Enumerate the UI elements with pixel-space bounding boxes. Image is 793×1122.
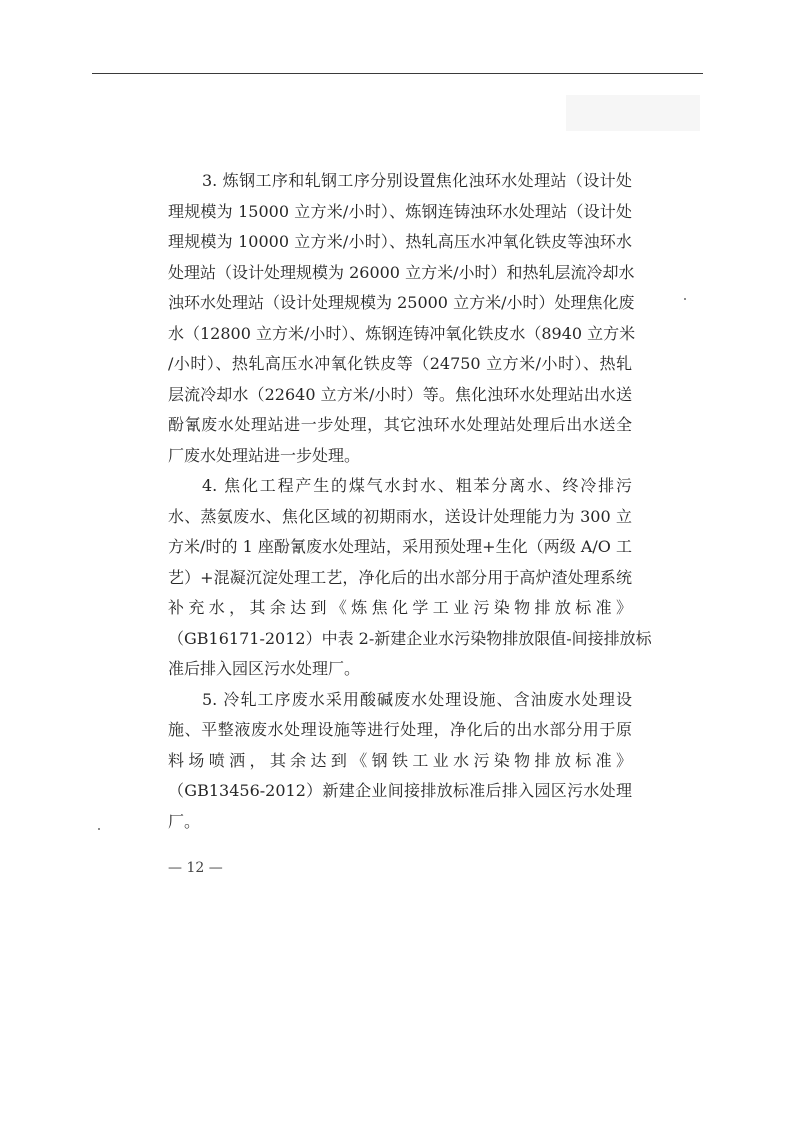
text-line: 层流冷却水（22640 立方米/小时）等。焦化浊环水处理站出水送 bbox=[168, 384, 632, 404]
text-line: 水、蒸氨废水、焦化区域的初期雨水，送设计处理能力为 300 立 bbox=[168, 506, 632, 526]
text-line: 酚氰废水处理站进一步处理，其它浊环水处理站处理后出水送全 bbox=[168, 415, 632, 434]
text-line: 施、平整液废水处理设施等进行处理，净化后的出水部分用于原 bbox=[168, 720, 632, 739]
text-line: 料场喷洒，其余达到《钢铁工业水污染物排放标准》 bbox=[168, 750, 632, 770]
text-line: 理规模为 10000 立方米/小时）、热轧高压水冲氧化铁皮等浊环水 bbox=[168, 232, 632, 251]
text-line: 4. 焦化工程产生的煤气水封水、粗苯分离水、终冷排污 bbox=[202, 476, 632, 495]
text-line: 理规模为 15000 立方米/小时）、炼钢连铸浊环水处理站（设计处 bbox=[168, 201, 632, 221]
text-line: 处理站（设计处理规模为 26000 立方米/小时）和热轧层流冷却水 bbox=[168, 262, 635, 282]
text-line: /小时）、热轧高压水冲氧化铁皮等（24750 立方米/小时）、热轧 bbox=[168, 354, 632, 373]
text-line: （GB16171-2012）中表 2-新建企业水污染物排放限值-间接排放标 bbox=[168, 628, 652, 648]
text-line: 准后排入园区污水处理厂。 bbox=[168, 659, 361, 678]
body-text bbox=[168, 166, 652, 837]
page-number: — 12 — bbox=[168, 860, 223, 876]
text-line: 水（12800 立方米/小时）、炼钢连铸冲氧化铁皮水（8940 立方米 bbox=[168, 323, 636, 343]
scan-speck bbox=[98, 828, 100, 830]
text-line: 浊环水处理站（设计处理规模为 25000 立方米/小时）处理焦化废 bbox=[168, 293, 635, 312]
text-line: （GB13456-2012）新建企业间接排放标准后排入园区污水处理 bbox=[168, 781, 632, 800]
paragraph-item-3 bbox=[168, 166, 636, 471]
text-line: 3. 炼钢工序和轧钢工序分别设置焦化浊环水处理站（设计处 bbox=[202, 171, 632, 190]
paragraph-item-4 bbox=[168, 471, 652, 685]
header-rule bbox=[92, 73, 703, 74]
text-line: 艺）+混凝沉淀处理工艺，净化后的出水部分用于高炉渣处理系统 bbox=[168, 567, 632, 587]
text-line: 5. 冷轧工序废水采用酸碱废水处理设施、含油废水处理设 bbox=[202, 689, 632, 709]
scan-smudge bbox=[566, 95, 700, 131]
text-line: 厂。 bbox=[168, 811, 201, 831]
text-line: 厂废水处理站进一步处理。 bbox=[168, 445, 361, 465]
text-line: 方米/时的 1 座酚氰废水处理站，采用预处理+生化（两级 A/O 工 bbox=[168, 537, 632, 556]
scan-speck bbox=[684, 298, 686, 300]
paragraph-item-5 bbox=[168, 685, 632, 838]
text-line: 补充水，其余达到《炼焦化学工业污染物排放标准》 bbox=[168, 598, 632, 617]
